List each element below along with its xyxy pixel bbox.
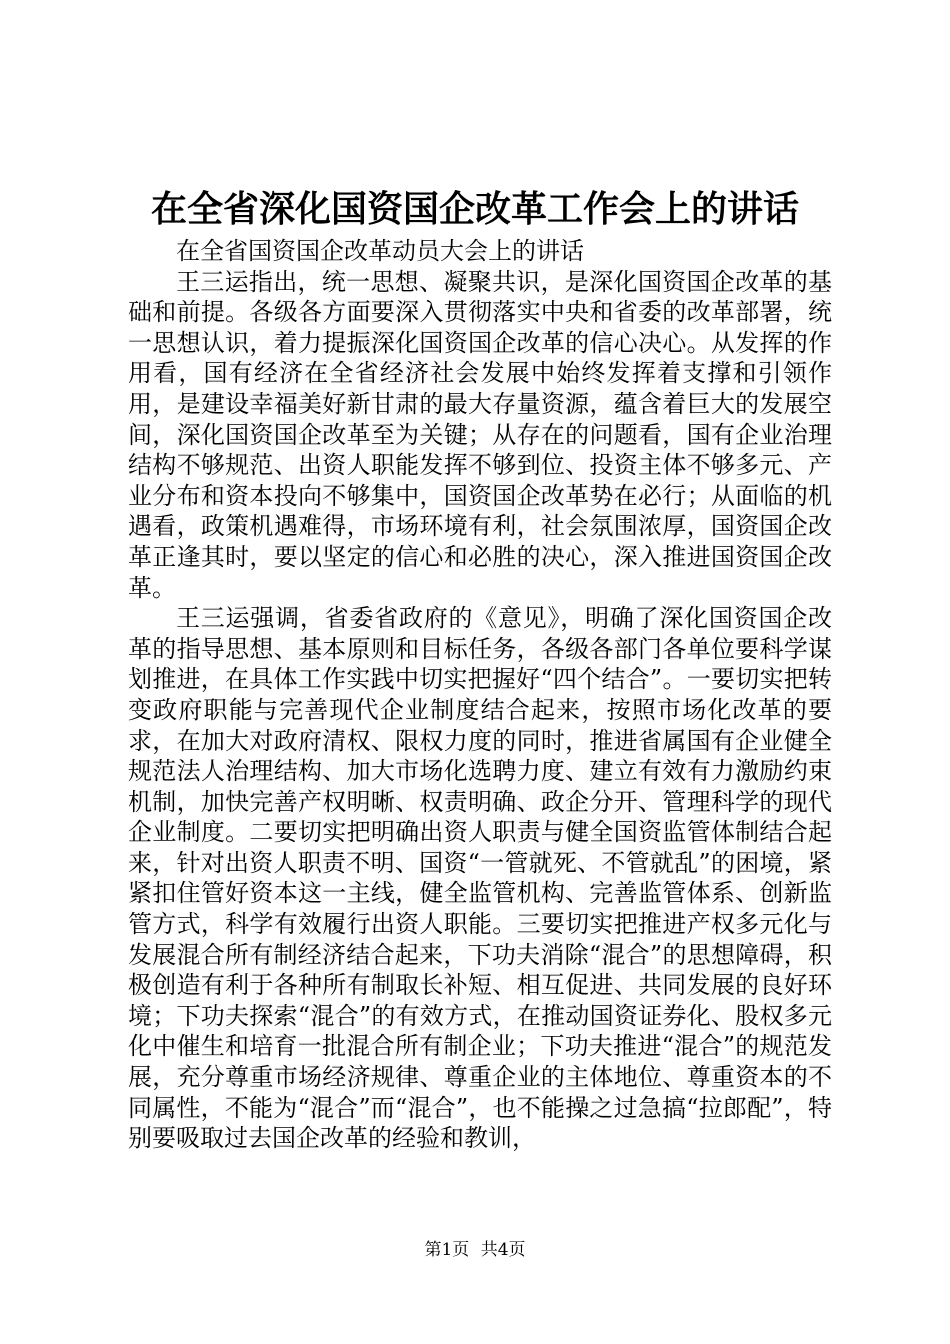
page-number-total: 共4页 [480, 1240, 526, 1260]
body-paragraph-2: 王三运强调，省委省政府的《意见》，明确了深化国资国企改革的指导思想、基本原则和目标任务，各级各部门各单位要科学谋划推进，在具体工作实践中切实把握好“四个结合”。一要切实把转变政府职能与完善现代企业制度结合起来，按照市场化改革的要求，在加大对政府清权、限权力度的同时，推进省属国有企业健全规范法人治理结构、加大市场化选聘力度、建立有效有力激励约束机制，加快完善产权明晰、权责明确、政企分开、管理科学的现代企业制度。二要切实把明确出资人职责与健全国资监管体制结合起来，针对出资人职责不明、国资“一管就死、不管就乱”的困境，紧紧扣住管好资本这一主线，健全监管机构、完善监管体系、创新监管方式，科学有效履行出资人职能。三要切实把推进产权多元化与发展混合所有制经济结合起来，下功夫消除“混合”的思想障碍，积极创造有利于各种所有制取长补短、相互促进、共同发展的良好环境；下功夫探索“混合”的有效方式，在推动国资证券化、股权多元化中催生和培育一批混合所有制企业；下功夫推进“混合”的规范发展，充分尊重市场经济规律、尊重企业的主体地位、尊重资本的不同属性，不能为“混合”而“混合”，也不能操之过急搞“拉郎配”，特别要吸取过去国企改革的经验和教训， [128, 604, 832, 1153]
page-footer [0, 1238, 950, 1262]
body-paragraph-subtitle: 在全省国资国企改革动员大会上的讲话 [176, 237, 584, 265]
page-number-current: 第1页 [424, 1240, 470, 1260]
document-title: 在全省深化国资国企改革工作会上的讲话 [150, 188, 799, 230]
document-body [128, 236, 832, 1154]
body-paragraph-1: 王三运指出，统一思想、凝聚共识，是深化国资国企改革的基础和前提。各级各方面要深入贯彻落实中央和省委的改革部署，统一思想认识，着力提振深化国资国企改革的信心决心。从发挥的作用看，国有经济在全省经济社会发展中始终发挥着支撑和引领作用，是建设幸福美好新甘肃的最大存量资源，蕴含着巨大的发展空间，深化国资国企改革至为关键；从存在的问题看，国有企业治理结构不够规范、出资人职能发挥不够到位、投资主体不够多元、产业分布和资本投向不够集中，国资国企改革势在必行；从面临的机遇看，政策机遇难得，市场环境有利，社会氛围浓厚，国资国企改革正逢其时，要以坚定的信心和必胜的决心，深入推进国资国企改革。 [128, 267, 832, 602]
